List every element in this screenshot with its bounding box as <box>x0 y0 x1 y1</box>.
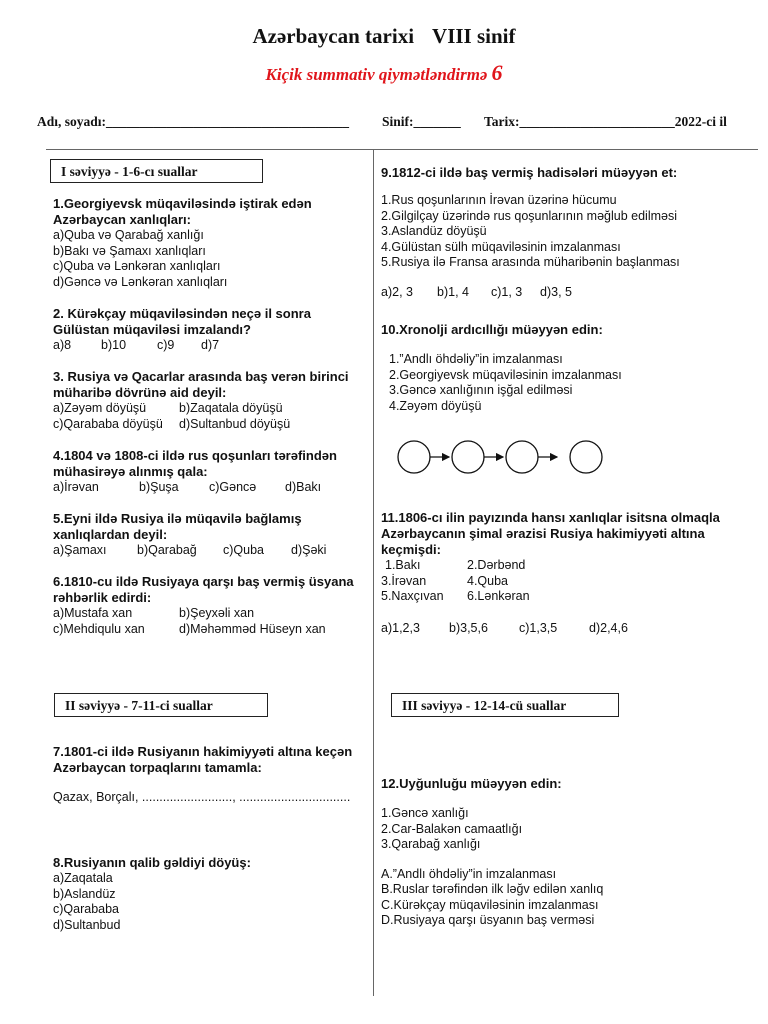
question-6-option-c[interactable]: c)Mehdiqulu xan <box>53 621 145 636</box>
question-5 <box>53 511 369 559</box>
question-2-option-d[interactable]: d)7 <box>201 338 220 352</box>
sequence-slot-4[interactable] <box>570 441 602 473</box>
question-7-text: 7.1801-ci ildə Rusiyanın hakimiyyəti altına keçən Azərbaycan torpaqlarını tamamla: <box>53 744 353 775</box>
question-11-option-a[interactable]: a)1,2,3 <box>381 620 420 635</box>
section-level-3: III səviyyə - 12-14-cü suallar <box>391 693 619 717</box>
question-9-item-3: 3.Aslandüz döyüşü <box>381 224 487 238</box>
question-11 <box>381 510 759 636</box>
question-10-item-4: 4.Zəyəm döyüşü <box>389 398 482 413</box>
name-field[interactable]: Adı, soyadı:____________________________________ <box>37 114 350 129</box>
question-1-option-d[interactable]: d)Gəncə və Lənkəran xanlıqları <box>53 274 228 289</box>
question-10-item-1: 1.”Andlı öhdəliy”in imzalanması <box>389 352 563 366</box>
question-2-option-a[interactable]: a)8 <box>53 338 72 352</box>
question-8-option-d[interactable]: d)Sultanbud <box>53 917 121 932</box>
question-11-text: 11.1806-cı ilin payızında hansı xanlıqlar isitsna olmaqla Azərbaycanın şimal ərazisi Rusiya hakimiyyəti altına keçmişdi: <box>381 510 720 557</box>
question-11-item-1: 1.Bakı <box>385 558 421 572</box>
question-1-option-a[interactable]: a)Quba və Qarabağ xanlığı <box>53 228 204 242</box>
header-divider <box>46 149 758 150</box>
subtitle-text: Kiçik summativ qiymətləndirmə <box>265 65 488 84</box>
sequence-answer-chain <box>396 438 608 476</box>
question-9-item-1: 1.Rus qoşunlarının İrəvan üzərinə hücumu <box>381 193 617 207</box>
question-4 <box>53 448 369 496</box>
section-level-1: I səviyyə - 1-6-cı suallar <box>50 159 263 183</box>
sequence-slot-1[interactable] <box>398 441 430 473</box>
question-7 <box>53 744 369 806</box>
class-field[interactable]: Sinif:_______ <box>382 114 461 129</box>
question-2 <box>53 306 369 354</box>
question-12-choice-c: C.Kürəkçay müqaviləsinin imzalanması <box>381 897 599 912</box>
question-10-text: 10.Xronolji ardıcıllığı müəyyən edin: <box>381 322 603 337</box>
question-4-option-b[interactable]: b)Şuşa <box>139 480 179 494</box>
question-12-choice-b: B.Ruslar tərəfindən ilk ləğv edilən xanlıq <box>381 882 604 896</box>
question-5-option-a[interactable]: a)Şamaxı <box>53 543 107 557</box>
question-10 <box>381 322 759 414</box>
question-9-option-a[interactable]: a)2, 3 <box>381 284 413 299</box>
question-11-item-2: 2.Dərbənd <box>467 558 526 572</box>
question-10-item-3: 3.Gəncə xanlığının işğal edilməsi <box>389 383 573 397</box>
question-2-option-c[interactable]: c)9 <box>157 338 175 352</box>
question-1-option-c[interactable]: c)Quba və Lənkəran xanlıqları <box>53 259 221 273</box>
question-8-text: 8.Rusiyanın qalib gəldiyi döyüş: <box>53 855 251 870</box>
question-4-option-c[interactable]: c)Gəncə <box>209 480 257 494</box>
question-1-option-b[interactable]: b)Bakı və Şamaxı xanlıqları <box>53 243 206 258</box>
question-11-option-d[interactable]: d)2,4,6 <box>589 620 628 635</box>
question-2-text: 2. Kürəkçay müqaviləsindən neçə il sonra Gülüstan müqaviləsi imzalandı? <box>53 306 311 337</box>
question-6 <box>53 574 369 637</box>
question-7-answer-field[interactable]: Qazax, Borçalı, .........................., ................................ <box>53 790 351 804</box>
page-title <box>0 24 768 49</box>
question-9-item-5: 5.Rusiya ilə Fransa arasında müharibənin başlanması <box>381 255 680 269</box>
question-12 <box>381 776 759 929</box>
question-12-item-3: 3.Qarabağ xanlığı <box>381 837 481 851</box>
question-12-choice-a: A.”Andlı öhdəliy”in imzalanması <box>381 866 557 881</box>
question-5-text: 5.Eyni ildə Rusiya ilə müqavilə bağlamış xanlıqlardan deyil: <box>53 511 302 542</box>
question-12-text: 12.Uyğunluğu müəyyən edin: <box>381 776 562 791</box>
title-grade: VIII sinif <box>432 24 516 48</box>
question-11-option-c[interactable]: c)1,3,5 <box>519 620 558 635</box>
question-1-text: 1.Georgiyevsk müqaviləsində iştirak edən Azərbaycan xanlıqları: <box>53 196 312 227</box>
question-8-option-a[interactable]: a)Zaqatala <box>53 871 113 885</box>
question-3-text: 3. Rusiya və Qacarlar arasında baş verən birinci müharibə dövrünə aid deyil: <box>53 369 349 400</box>
question-11-option-b[interactable]: b)3,5,6 <box>449 620 488 635</box>
question-5-option-c[interactable]: c)Quba <box>223 543 264 557</box>
question-3-option-d[interactable]: d)Sultanbud döyüşü <box>179 416 291 431</box>
question-3-option-c[interactable]: c)Qarababa döyüşü <box>53 416 163 431</box>
question-11-item-4: 4.Quba <box>467 573 509 588</box>
question-8 <box>53 855 369 933</box>
question-9-text: 9.1812-ci ildə baş vermiş hadisələri müəyyən et: <box>381 165 678 180</box>
date-field[interactable]: Tarix:_______________________2022-ci il <box>484 114 727 129</box>
question-6-option-d[interactable]: d)Məhəmməd Hüseyn xan <box>179 621 326 636</box>
question-8-option-c[interactable]: c)Qarababa <box>53 902 120 916</box>
question-4-option-a[interactable]: a)İrəvan <box>53 480 99 494</box>
question-1 <box>53 196 369 290</box>
column-divider <box>373 150 374 996</box>
question-12-choice-d: D.Rusiyaya qarşı üsyanın baş verməsi <box>381 913 595 927</box>
question-6-option-b[interactable]: b)Şeyxəli xan <box>179 606 255 620</box>
question-3 <box>53 369 369 432</box>
question-11-item-6: 6.Lənkəran <box>467 589 530 603</box>
question-5-option-d[interactable]: d)Şəki <box>291 543 327 557</box>
question-9-option-d[interactable]: d)3, 5 <box>540 284 572 299</box>
question-9-item-4: 4.Gülüstan sülh müqaviləsinin imzalanması <box>381 239 621 254</box>
question-3-option-b[interactable]: b)Zaqatala döyüşü <box>179 401 283 415</box>
sequence-slot-2[interactable] <box>452 441 484 473</box>
question-9-option-b[interactable]: b)1, 4 <box>437 284 469 299</box>
section-level-2: II səviyyə - 7-11-ci suallar <box>54 693 268 717</box>
question-10-item-2: 2.Georgiyevsk müqaviləsinin imzalanması <box>389 367 622 382</box>
sequence-slot-3[interactable] <box>506 441 538 473</box>
question-12-item-2: 2.Car-Balakən camaatlığı <box>381 821 523 836</box>
question-3-option-a[interactable]: a)Zəyəm döyüşü <box>53 401 147 415</box>
question-5-option-b[interactable]: b)Qarabağ <box>137 543 197 557</box>
subtitle-number: 6 <box>491 60 503 85</box>
question-11-item-3: 3.İrəvan <box>381 573 427 588</box>
question-9 <box>381 165 759 300</box>
question-9-option-c[interactable]: c)1, 3 <box>491 284 523 299</box>
question-6-text: 6.1810-cu ildə Rusiyaya qarşı baş vermiş üsyana rəhbərlik edirdi: <box>53 574 354 605</box>
question-12-item-1: 1.Gəncə xanlığı <box>381 806 469 820</box>
question-2-option-b[interactable]: b)10 <box>101 338 127 352</box>
title-subject: Azərbaycan tarixi <box>252 24 415 48</box>
question-9-item-2: 2.Gilgilçay üzərində rus qoşunlarının məğlub edilməsi <box>381 208 677 223</box>
question-8-option-b[interactable]: b)Aslandüz <box>53 886 116 901</box>
question-6-option-a[interactable]: a)Mustafa xan <box>53 606 133 620</box>
page-subtitle <box>0 60 768 86</box>
question-11-item-5: 5.Naxçıvan <box>381 589 444 603</box>
question-4-option-d[interactable]: d)Bakı <box>285 480 322 494</box>
question-4-text: 4.1804 və 1808-ci ildə rus qoşunları tərəfindən mühasirəyə alınmış qala: <box>53 448 337 479</box>
